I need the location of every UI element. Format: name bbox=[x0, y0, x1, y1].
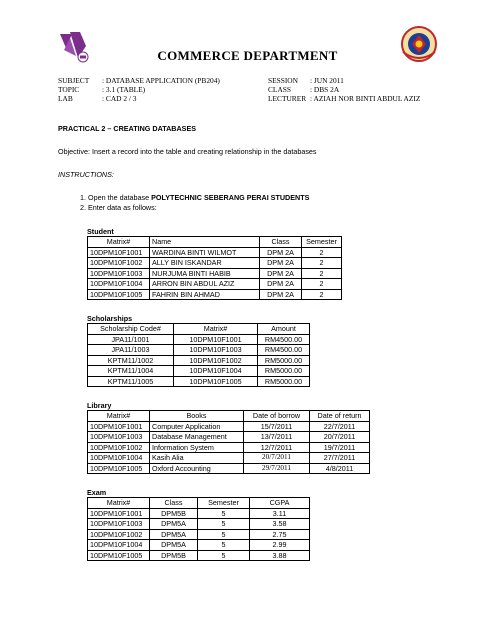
table-cell: KPTM11/1004 bbox=[88, 366, 174, 377]
table-cell: 10DPM10F1001 bbox=[88, 421, 150, 432]
table-cell: 4/8/2011 bbox=[310, 463, 370, 474]
table-cell: NURJUMA BINTI HABIB bbox=[150, 268, 260, 279]
meta-value: : 3.1 (TABLE) bbox=[102, 85, 146, 94]
instructions-label: INSTRUCTIONS: bbox=[58, 170, 114, 179]
table-cell: 10DPM10F1002 bbox=[88, 442, 150, 453]
table-cell: 5 bbox=[198, 529, 250, 540]
scholarships-table-title: Scholarships bbox=[87, 314, 133, 323]
table-row bbox=[88, 432, 370, 443]
table-cell: ARRON BIN ABDUL AZIZ bbox=[150, 279, 260, 290]
table-header-row bbox=[88, 498, 310, 509]
table-row bbox=[88, 258, 342, 269]
table-cell: 10DPM10F1003 bbox=[174, 345, 258, 356]
table-cell: 10DPM10F1001 bbox=[88, 247, 150, 258]
table-cell: Information System bbox=[150, 442, 244, 453]
table-cell: 10DPM10F1001 bbox=[174, 334, 258, 345]
table-cell: 2 bbox=[302, 247, 342, 258]
table-cell: 10DPM10F1003 bbox=[88, 432, 150, 443]
table-cell: 10DPM10F1005 bbox=[88, 550, 150, 561]
table-cell: 10DPM10F1003 bbox=[88, 519, 150, 530]
table-row bbox=[88, 268, 342, 279]
column-header: Semester bbox=[198, 498, 250, 509]
table-cell: RM4500.00 bbox=[258, 334, 310, 345]
table-cell: RM5000.00 bbox=[258, 366, 310, 377]
database-name: POLYTECHNIC SEBERANG PERAI STUDENTS bbox=[151, 193, 310, 202]
step-2-text: Enter data as follows: bbox=[88, 203, 157, 212]
column-header: Name bbox=[150, 237, 260, 248]
meta-value: : DATABASE APPLICATION (PB204) bbox=[102, 76, 220, 85]
column-header: Class bbox=[260, 237, 302, 248]
instruction-list bbox=[58, 193, 458, 213]
library-table-title: Library bbox=[87, 401, 112, 410]
column-header: Matrix# bbox=[88, 411, 150, 422]
table-cell: DPM 2A bbox=[260, 268, 302, 279]
table-cell: DPM5A bbox=[150, 519, 198, 530]
table-cell: 15/7/2011 bbox=[244, 421, 310, 432]
table-cell: Oxford Accounting bbox=[150, 463, 244, 474]
table-cell: DPM 2A bbox=[260, 289, 302, 300]
document-meta bbox=[58, 76, 458, 103]
meta-value: : DBS 2A bbox=[310, 85, 340, 94]
column-header: Class bbox=[150, 498, 198, 509]
table-cell: 10DPM10F1005 bbox=[88, 463, 150, 474]
column-header: Semester bbox=[302, 237, 342, 248]
instruction-step-1 bbox=[88, 193, 458, 203]
table-cell: 2 bbox=[302, 258, 342, 269]
table-row bbox=[88, 345, 310, 356]
table-row bbox=[88, 289, 342, 300]
table-cell: RM4500.00 bbox=[258, 345, 310, 356]
meta-row-subject bbox=[58, 76, 458, 85]
column-header: Date of borrow bbox=[244, 411, 310, 422]
column-header: Matrix# bbox=[174, 324, 258, 335]
meta-label: CLASS bbox=[268, 85, 292, 94]
table-cell: 12/7/2011 bbox=[244, 442, 310, 453]
table-cell: 27/7/2011 bbox=[310, 453, 370, 464]
library-table bbox=[87, 410, 370, 474]
table-cell: Kasih Alia bbox=[150, 453, 244, 464]
instruction-step-2 bbox=[88, 203, 458, 213]
table-row bbox=[88, 529, 310, 540]
table-row bbox=[88, 421, 370, 432]
column-header: Date of return bbox=[310, 411, 370, 422]
table-cell: 10DPM10F1004 bbox=[174, 366, 258, 377]
table-cell: KPTM11/1002 bbox=[88, 355, 174, 366]
meta-row-topic bbox=[58, 85, 458, 94]
table-cell: RM5000.00 bbox=[258, 376, 310, 387]
meta-value: : AZIAH NOR BINTI ABDUL AZIZ bbox=[310, 94, 421, 103]
table-cell: 22/7/2011 bbox=[310, 421, 370, 432]
table-row bbox=[88, 376, 310, 387]
table-cell: 10DPM10F1004 bbox=[88, 540, 150, 551]
table-cell: FAHRIN BIN AHMAD bbox=[150, 289, 260, 300]
table-cell: 10DPM10F1005 bbox=[88, 289, 150, 300]
table-cell: 10DPM10F1004 bbox=[88, 279, 150, 290]
meta-label: TOPIC bbox=[58, 85, 80, 94]
table-cell: 19/7/2011 bbox=[310, 442, 370, 453]
table-cell: 3.58 bbox=[250, 519, 310, 530]
objective-text: Objective: Insert a record into the table and creating relationship in the databases bbox=[58, 147, 317, 156]
table-row bbox=[88, 334, 310, 345]
table-cell: DPM5A bbox=[150, 540, 198, 551]
table-cell: DPM 2A bbox=[260, 247, 302, 258]
table-cell: 10DPM10F1002 bbox=[88, 529, 150, 540]
table-cell: DPM 2A bbox=[260, 279, 302, 290]
table-cell: JPA11/1001 bbox=[88, 334, 174, 345]
table-cell: 5 bbox=[198, 519, 250, 530]
table-cell: RM5000.00 bbox=[258, 355, 310, 366]
table-cell: 2 bbox=[302, 279, 342, 290]
table-cell: 10DPM10F1002 bbox=[88, 258, 150, 269]
table-row bbox=[88, 453, 370, 464]
table-header-row bbox=[88, 324, 310, 335]
table-header-row bbox=[88, 411, 370, 422]
table-cell: 13/7/2011 bbox=[244, 432, 310, 443]
column-header: Matrix# bbox=[88, 237, 150, 248]
table-cell: Database Management bbox=[150, 432, 244, 443]
table-row bbox=[88, 519, 310, 530]
student-table-title: Student bbox=[87, 227, 114, 236]
exam-table-title: Exam bbox=[87, 488, 107, 497]
table-row bbox=[88, 366, 310, 377]
table-cell: DPM5B bbox=[150, 508, 198, 519]
meta-value: : JUN 2011 bbox=[310, 76, 344, 85]
table-cell: 2.75 bbox=[250, 529, 310, 540]
table-cell: DPM 2A bbox=[260, 258, 302, 269]
table-row bbox=[88, 508, 310, 519]
scholarships-table bbox=[87, 323, 310, 387]
student-section bbox=[87, 227, 458, 561]
table-cell: 10DPM10F1002 bbox=[174, 355, 258, 366]
table-cell: 29/7/2011 bbox=[244, 463, 310, 474]
meta-label: LECTURER bbox=[268, 94, 307, 103]
exam-table bbox=[87, 497, 310, 561]
column-header: Scholarship Code# bbox=[88, 324, 174, 335]
table-cell: 20/7/2011 bbox=[310, 432, 370, 443]
table-cell: DPM5A bbox=[150, 529, 198, 540]
table-cell: ALLY BIN ISKANDAR bbox=[150, 258, 260, 269]
table-row bbox=[88, 355, 310, 366]
table-cell: 2 bbox=[302, 289, 342, 300]
table-row bbox=[88, 540, 310, 551]
table-row bbox=[88, 442, 370, 453]
meta-label: SESSION bbox=[268, 76, 298, 85]
practical-content bbox=[58, 124, 458, 561]
table-row bbox=[88, 463, 370, 474]
column-header: Books bbox=[150, 411, 244, 422]
table-header-row bbox=[88, 237, 342, 248]
table-cell: JPA11/1003 bbox=[88, 345, 174, 356]
table-cell: 2.99 bbox=[250, 540, 310, 551]
table-cell: 10DPM10F1004 bbox=[88, 453, 150, 464]
column-header: Amount bbox=[258, 324, 310, 335]
table-cell: 2 bbox=[302, 268, 342, 279]
column-header: CGPA bbox=[250, 498, 310, 509]
practical-heading: PRACTICAL 2 – CREATING DATABASES bbox=[58, 124, 197, 133]
meta-value: : CAD 2 / 3 bbox=[102, 94, 137, 103]
table-cell: 5 bbox=[198, 508, 250, 519]
table-row bbox=[88, 279, 342, 290]
meta-row-lab bbox=[58, 94, 458, 103]
table-cell: KPTM11/1005 bbox=[88, 376, 174, 387]
table-cell: 3.88 bbox=[250, 550, 310, 561]
table-cell: 10DPM10F1003 bbox=[88, 268, 150, 279]
table-cell: 20/7/2011 bbox=[244, 453, 310, 464]
table-cell: 10DPM10F1005 bbox=[174, 376, 258, 387]
table-cell: WARDINA BINTI WILMOT bbox=[150, 247, 260, 258]
table-cell: Computer Application bbox=[150, 421, 244, 432]
table-row bbox=[88, 550, 310, 561]
department-title: COMMERCE DEPARTMENT bbox=[157, 48, 338, 63]
table-cell: DPM5B bbox=[150, 550, 198, 561]
meta-label: LAB bbox=[58, 94, 73, 103]
table-cell: 10DPM10F1001 bbox=[88, 508, 150, 519]
table-cell: 5 bbox=[198, 540, 250, 551]
column-header: Matrix# bbox=[88, 498, 150, 509]
table-row bbox=[88, 247, 342, 258]
table-cell: 5 bbox=[198, 550, 250, 561]
student-table bbox=[87, 236, 342, 300]
step-1-text: Open the database bbox=[88, 193, 152, 202]
meta-label: SUBJECT bbox=[58, 76, 90, 85]
table-cell: 3.11 bbox=[250, 508, 310, 519]
